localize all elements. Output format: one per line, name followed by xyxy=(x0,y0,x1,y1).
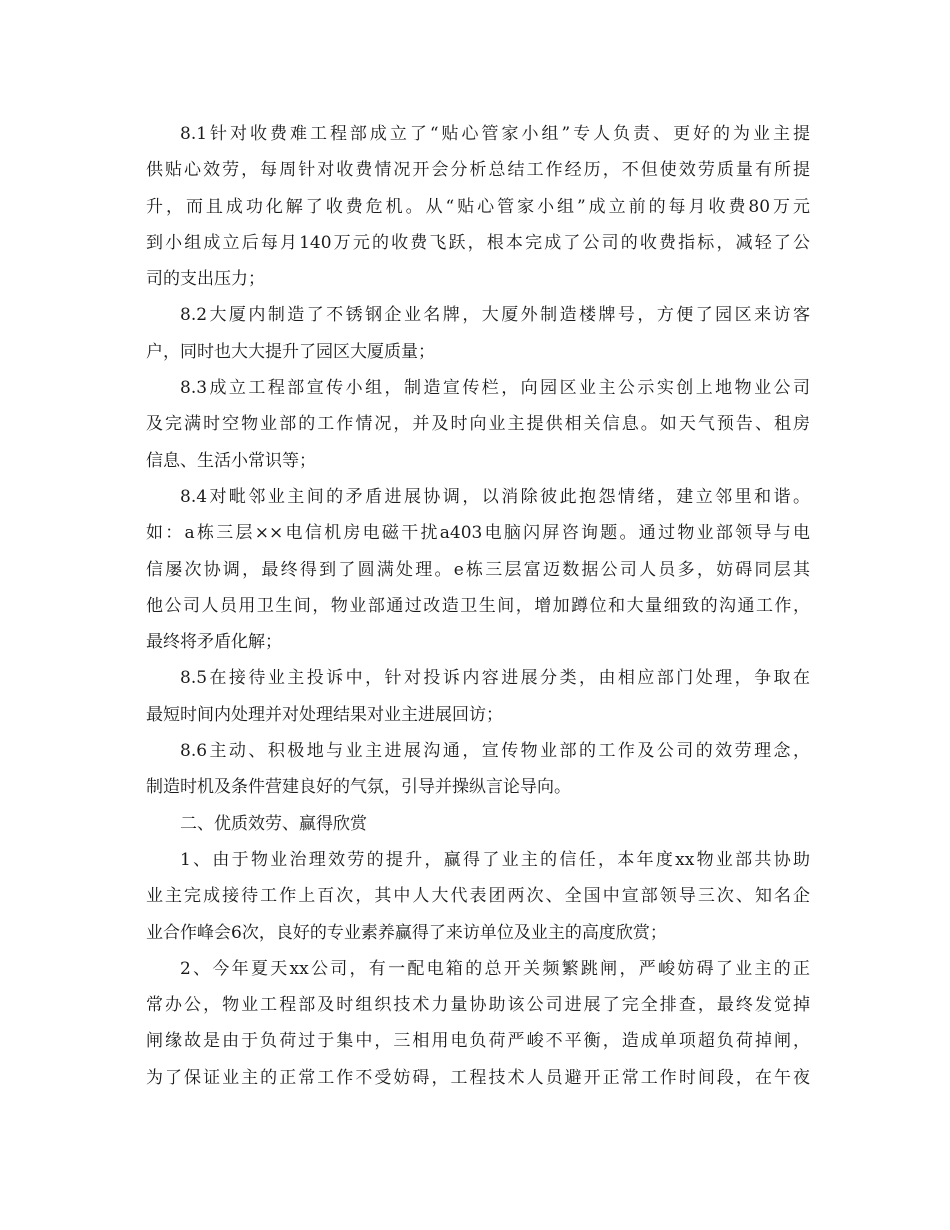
text-line: 信息、生活小常识等； xyxy=(146,450,316,471)
text-line: 业主完成接待工作上百次，其中人大代表团两次、全国中宣部领导三次、知名企 xyxy=(146,886,810,907)
text-line: 8.4对毗邻业主间的矛盾进展协调，以消除彼此抱怨情绪，建立邻里和谐。 xyxy=(180,486,810,507)
text-line: 如：a栋三层××电信机房电磁干扰a403电脑闪屏咨询题。通过物业部领导与电 xyxy=(146,523,810,544)
text-line: 制造时机及条件营建良好的气氛，引导并操纵言论导向。 xyxy=(146,777,571,798)
text-line: 最短时间内处理并对处理结果对业主进展回访； xyxy=(146,704,503,725)
text-line: 闸缘故是由于负荷过于集中，三相用电负荷严峻不平衡，造成单项超负荷掉闸， xyxy=(146,1031,810,1052)
text-line: 他公司人员用卫生间，物业部通过改造卫生间，增加蹲位和大量细致的沟通工作， xyxy=(146,595,810,616)
text-line: 8.5在接待业主投诉中，针对投诉内容进展分类，由相应部门处理，争取在 xyxy=(180,668,810,689)
text-line: 8.6主动、积极地与业主进展沟通，宣传物业部的工作及公司的效劳理念， xyxy=(180,741,810,762)
text-line: 司的支出压力； xyxy=(146,269,265,290)
text-line: 升，而且成功化解了收费危机。从“贴心管家小组”成立前的每月收费80万元 xyxy=(146,196,810,217)
text-line: 为了保证业主的正常工作不受妨碍，工程技术人员避开正常工作时间段，在午夜 xyxy=(146,1067,810,1088)
text-line: 户，同时也大大提升了园区大厦质量； xyxy=(146,341,435,362)
text-line: 2、今年夏天xx公司，有一配电箱的总开关频繁跳闸，严峻妨碍了业主的正 xyxy=(180,958,810,979)
text-line: 常办公，物业工程部及时组织技术力量协助该公司进展了完全排查，最终发觉掉 xyxy=(146,995,810,1016)
text-line: 供贴心效劳，每周针对收费情况开会分析总结工作经历，不但使效劳质量有所提 xyxy=(146,160,810,181)
text-line: 8.2大厦内制造了不锈钢企业名牌，大厦外制造楼牌号，方便了园区来访客 xyxy=(180,305,810,326)
text-line: 业合作峰会6次，良好的专业素养赢得了来访单位及业主的高度欣赏； xyxy=(146,922,667,943)
document-body xyxy=(146,116,810,1096)
text-line: 二、优质效劳、赢得欣赏 xyxy=(180,813,367,834)
text-line: 到小组成立后每月140万元的收费飞跃，根本完成了公司的收费指标，减轻了公 xyxy=(146,232,810,253)
text-line: 1、由于物业治理效劳的提升，赢得了业主的信任，本年度xx物业部共协助 xyxy=(180,849,810,870)
text-line: 8.3成立工程部宣传小组，制造宣传栏，向园区业主公示实创上地物业公司 xyxy=(180,378,810,399)
text-line: 信屡次协调，最终得到了圆满处理。e栋三层富迈数据公司人员多，妨碍同层其 xyxy=(146,559,810,580)
text-line: 最终将矛盾化解； xyxy=(146,632,282,653)
text-line: 及完满时空物业部的工作情况，并及时向业主提供相关信息。如天气预告、租房 xyxy=(146,414,810,435)
text-line: 8.1针对收费难工程部成立了“贴心管家小组”专人负责、更好的为业主提 xyxy=(180,124,810,144)
